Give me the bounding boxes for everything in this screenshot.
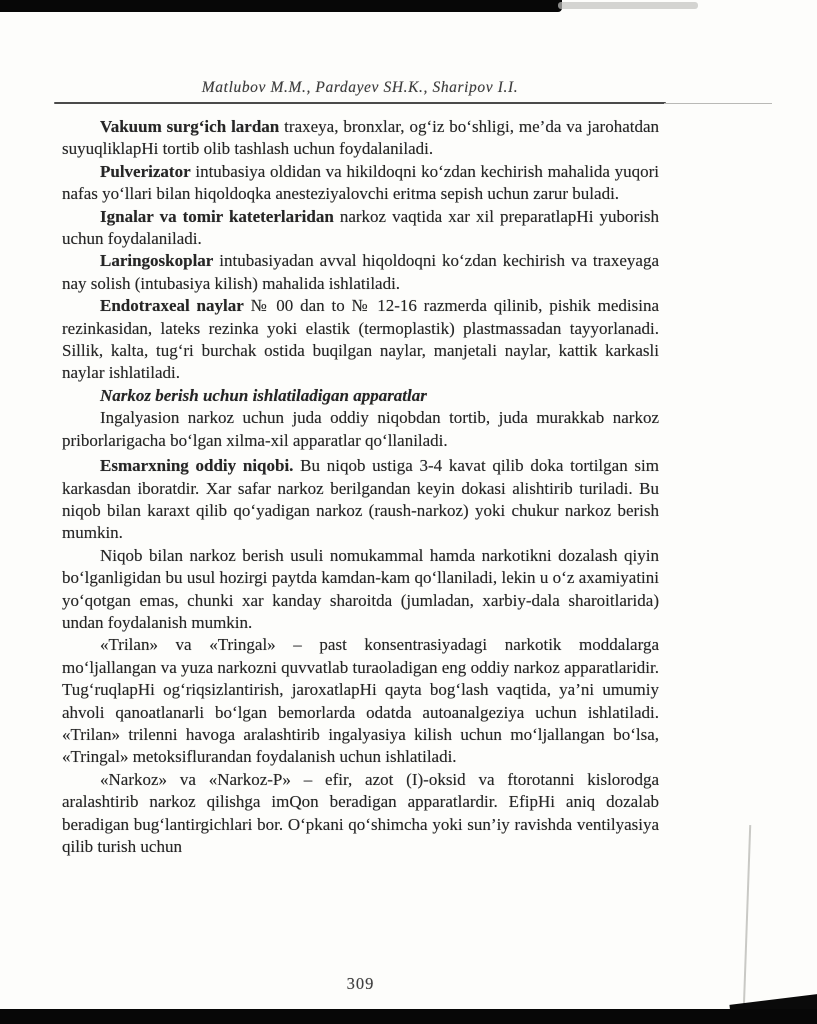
- header-rule: [54, 102, 666, 104]
- paragraph-text: «Trilan» va «Tringal» – past konsentrasiyadagi narkotik moddalarga mo‘ljallangan va yuza narkozni quvvatlab turaoladigan eng oddiy narkoz apparatlaridir. Tug‘ruqlapHi og‘riqsizlantirish, jaroxatlapHi qayta bog‘lash vaqtida, ya’ni umumiy ahvoli qanoatlanarli bo‘lgan bemorlarda odatda autoanalgeziya uchun ishlatiladi. «Trilan» trilenni havoga aralashtirib ingalyasiya kilish uchun mo‘ljallangan bo‘lsa, «Tringal» metoksiflurandan foydalanish uchun ishlatiladi.: [62, 635, 659, 767]
- paragraph-text: intubasiyadan avval hiqoldoqni ko‘zdan kechirish va traxeyaga nay solish (intubasiya kilish) mahalida ishlatiladi.: [62, 251, 659, 293]
- paragraph: [62, 407, 659, 452]
- scan-artifact-top-smudge: [558, 2, 698, 9]
- paragraph-lead: Vakuum surg‘ich lardan: [100, 117, 280, 136]
- paragraph-text: Niqob bilan narkoz berish usuli nomukammal hamda narkotikni dozalash qiyin bo‘lganligidan bu usul hozirgi paytda kamdan-kam qo‘llaniladi, lekin u o‘z axamiyatini yo‘qotgan emas, chunki xar kanday sharoitda (jumladan, xarbiy-dala sharoitlarida) undan foydalanish mumkin.: [62, 545, 659, 632]
- paragraph: [62, 634, 659, 768]
- section-heading: Narkoz berish uchun ishlatiladigan apparatlar: [100, 385, 427, 405]
- paragraph-lead: Esmarxning oddiy niqobi.: [100, 456, 294, 476]
- paragraph: [62, 161, 659, 206]
- paragraph-lead: Pulverizator: [100, 161, 191, 181]
- paragraph-lead: Endotraxeal naylar: [100, 296, 244, 316]
- paragraph-text: traxeya, bronxlar, og‘iz bo‘shligi, me’da va jarohatdan suyuqliklapHi tortib olib tashlash uchun foydalaniladi.: [62, 117, 660, 159]
- paragraph-lead: Ignalar va tomir kateterlaridan: [100, 206, 334, 226]
- paragraph-lead: Laringoskoplar: [100, 251, 214, 271]
- paragraph: [62, 250, 659, 295]
- paragraph-text: intubasiya oldidan va hikildoqni ko‘zdan kechirish mahalida yuqori nafas yo‘llari bilan hiqoldoqka anesteziyalovchi eritma sepish uchun zarur buladi.: [62, 161, 659, 204]
- scan-artifact-bottom-bar: [0, 1009, 817, 1024]
- header-rule-light-extension: [664, 103, 772, 104]
- page-number: 309: [346, 974, 375, 993]
- paragraph: [62, 769, 659, 859]
- running-header: [60, 79, 660, 97]
- paragraph-text: № 00 dan to № 12-16 razmerda qilinib, pishik medisina rezinkasidan, lateks rezinka yoki elastik (termoplastik) plastmassadan tayyorlanadi. Sillik, kalta, tug‘ri burchak ostida buqilgan naylar, manjetali naylar, kattik karkasli naylar ishlatiladi.: [62, 296, 659, 383]
- paragraph-text: narkoz vaqtida xar xil preparatlapHi yuborish uchun foydalaniladi.: [62, 206, 659, 249]
- paragraph-text: Bu niqob ustiga 3-4 kavat qilib doka tortilgan sim karkasdan iboratdir. Xar safar narkoz berilgandan keyin dokasi alishtirib turiladi. Bu niqob bilan karaxt qilib qo‘yadigan narkoz (raush-narkoz) yoki chukur narkoz berish mumkin.: [62, 456, 659, 543]
- paragraph: [62, 455, 659, 545]
- paragraph: [62, 545, 659, 635]
- paragraph-text: «Narkoz» va «Narkoz-P» – efir, azot (I)-oksid va ftorotanni kislorodga aralashtirib narkoz qilishga imQon beradigan apparatlardir. EfipHi aniq dozalab beradigan bug‘lantirgichlari bor. O‘pkani qo‘shimcha yoki sun’iy ravishda ventilyasiya qilib turish uchun: [62, 769, 659, 856]
- paragraph: [62, 116, 659, 161]
- paragraph-text: Ingalyasion narkoz uchun juda oddiy niqobdan tortib, juda murakkab narkoz priborlarigacha bo‘lgan xilma-xil apparatlar qo‘llaniladi.: [62, 408, 659, 450]
- scan-artifact-right-line: [743, 825, 751, 1010]
- paragraph: [62, 295, 659, 385]
- paragraph: [62, 206, 659, 251]
- page-body: [62, 116, 659, 858]
- scan-artifact-top-bar: [0, 0, 562, 12]
- running-header-authors: Matlubov M.M., Pardayev SH.K., Sharipov I.I.: [201, 79, 519, 96]
